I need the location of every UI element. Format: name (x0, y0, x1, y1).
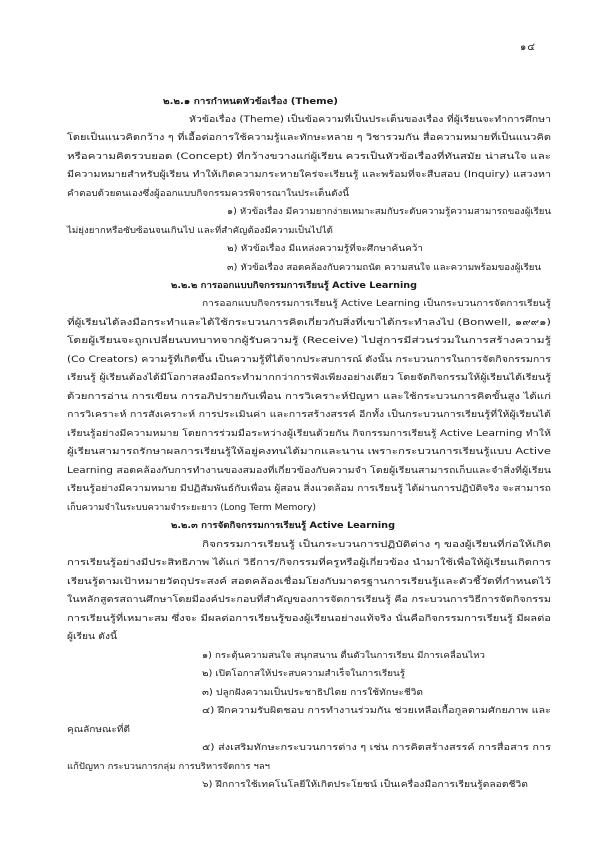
text-line: ๑) หัวข้อเรื่อง มีความยากง่ายเหมาะสมกับระดับความรู้ความสามารถของผู้เรียน (227, 207, 551, 217)
text-line: ๒) หัวข้อเรื่อง มีแหล่งความรู้ที่จะศึกษาค้นคว้า (227, 244, 423, 254)
text-line: ผู้เรียนสามารถรักษาผลการเรียนรู้ให้อยู่คงทนได้มากและนาน เพราะกระบวนการเรียนรู้แบบ Active (67, 447, 551, 457)
text-line: แก้ปัญหา กระบวนการกลุ่ม การบริหารจัดการ ฯลฯ (67, 762, 270, 772)
text-line: ๓) หัวข้อเรื่อง สอดคล้องกับความถนัด ความสนใจ และความพร้อมของผู้เรียน (227, 263, 541, 273)
text-line: โดยเป็นแนวคิดกว้าง ๆ ที่เอื้อต่อการใช้ความรู้และทักษะหลาย ๆ วิชารวมกัน สื่อความหมายที่เป็นแนวคิด (67, 133, 551, 143)
text-line: ๑) กระตุ้นความสนใจ สนุกสนาน ตื่นตัวในการเรียน มีการเคลื่อนไหว (202, 651, 485, 661)
text-line: ๓) ปลูกฝังความเป็นประชาธิปไตย การใช้ทักษะชีวิต (202, 688, 423, 698)
text-line: การออกแบบกิจกรรมการเรียนรู้ Active Learning เป็นกระบวนการจัดการเรียนรู้ (202, 299, 551, 309)
text-line: หรือความคิดรวบยอด (Concept) ที่กว้างขวางแก่ผู้เรียน ควรเป็นหัวข้อเรื่องที่ทันสมัย น่าสนใจ และ (67, 152, 551, 162)
text-line: เรียนรู้ตามเป้าหมายวัตถุประสงค์ สอดคล้องเชื่อมโยงกับมาตรฐานการเรียนรู้และตัวชี้วัดที่กำหนดไว้ (67, 577, 551, 587)
section-heading: ๒.๒.๒ การออกแบบกิจกรรมการเรียนรู้ Active Learning (171, 281, 417, 291)
text-line: คำตอบด้วยตนเองซึ่งผู้ออกแบบกิจกรรมควรพิจารณาในประเด็นดังนี้ (67, 189, 349, 199)
text-line: เรียนรู้ ผู้เรียนต้องได้มีโอกาสลงมือกระทำมากกว่าการฟังเพียงอย่างเดียว โดยจัดกิจกรรมให้ผู้เรียนได้เรียนรู้ (67, 373, 551, 383)
text-line: ผู้เรียน ดังนี้ (67, 632, 117, 642)
text-line: Learning สอดคล้องกับการทำงานของสมองที่เกี่ยวข้องกับความจำ โดยผู้เรียนสามารถเก็บและจำสิ่งที่ผู้เรียน (67, 466, 551, 476)
text-line: ไม่ยุ่งยากหรือซับซ้อนจนเกินไป และที่สำคัญต้องมีความเป็นไปได้ (67, 226, 333, 236)
text-line: กิจกรรมการเรียนรู้ เป็นกระบวนการปฏิบัติต่าง ๆ ของผู้เรียนที่ก่อให้เกิด (202, 540, 551, 550)
text-line: ในหลักสูตรสถานศึกษาโดยมีองค์ประกอบที่สำคัญของการจัดการเรียนรู้ คือ กระบวนการวิธีการจัดกิจกรรม (67, 595, 551, 605)
text-line: ๖) ฝึกการใช้เทคโนโลยีให้เกิดประโยชน์ เป็นเครื่องมือการเรียนรู้ตลอดชีวิต (202, 780, 528, 790)
text-line: หัวข้อเรื่อง (Theme) เป็นข้อความที่เป็นประเด็นของเรื่อง ที่ผู้เรียนจะทำการศึกษา (189, 115, 551, 125)
text-line: คุณลักษณะที่ดี (67, 725, 130, 735)
text-line: เรียนรู้อย่างมีความหมาย โดยการร่วมมือระหว่างผู้เรียนด้วยกัน กิจกรรมการเรียนรู้ Active Learning ทำให้ (67, 429, 551, 439)
text-line: เก็บความจำในระบบความจำระยะยาว (Long Term Memory) (67, 503, 316, 513)
text-line: ๒) เปิดโอกาสให้ประสบความสำเร็จในการเรียนรู้ (202, 669, 405, 679)
text-line: ๔) ฝึกความรับผิดชอบ การทำงานร่วมกัน ช่วยเหลือเกื้อกูลตามศักยภาพ และ (202, 706, 551, 716)
text-line: ด้วยการอ่าน การเขียน การอภิปรายกับเพื่อน การวิเคราะห์ปัญหา และใช้กระบวนการคิดขั้นสูง ได้แก่ (67, 392, 551, 402)
text-line: (Co Creators) ความรู้ที่เกิดขึ้น เป็นความรู้ที่ได้จากประสบการณ์ ดังนั้น กระบวนการในการจัดกิจกรรมการ (67, 355, 551, 365)
text-line: มีความหมายสำหรับผู้เรียน ทำให้เกิดความกระหายใคร่จะเรียนรู้ และพร้อมที่จะสืบสอบ (Inquiry) แสวงหา (67, 170, 551, 180)
text-line: การเรียนรู้ที่เหมาะสม ซึ่งจะ มีผลต่อการเรียนรู้ของผู้เรียนอย่างแท้จริง นั่นคือกิจกรรมการเรียนรู้ มีผลต่อ (67, 614, 551, 624)
text-line: เรียนรู้อย่างมีความหมาย มีปฏิสัมพันธ์กับเพื่อน ผู้สอน สิ่งแวดล้อม การเรียนรู้ ได้ผ่านการปฏิบัติจริง จะสามารถ (67, 484, 551, 494)
page-number: ๑๔ (520, 42, 536, 53)
text-line: การวิเคราะห์ การสังเคราะห์ การประเมินค่า และการสร้างสรรค์ อีกทั้ง เป็นกระบวนการเรียนรู้ที่ให้ผู้เรียนได้ (67, 410, 551, 420)
section-heading: ๒.๒.๑ การกำหนดหัวข้อเรื่อง (Theme) (163, 97, 338, 107)
text-line: การเรียนรู้อย่างมีประสิทธิภาพ ได้แก่ วิธีการ/กิจกรรมที่ครูหรือผู้เกี่ยวข้อง นำมาใช้เพื่อให้ผู้เรียนเกิดการ (67, 558, 551, 568)
text-line: ๕) ส่งเสริมทักษะกระบวนการต่าง ๆ เช่น การคิดสร้างสรรค์ การสื่อสาร การ (202, 743, 551, 753)
text-line: ที่ผู้เรียนได้ลงมือกระทำและได้ใช้กระบวนการคิดเกี่ยวกับสิ่งที่เขาได้กระทำลงไป (Bonwell, ๑๙๙๑) (67, 318, 551, 328)
section-heading: ๒.๒.๓ การจัดกิจกรรมการเรียนรู้ Active Learning (171, 521, 395, 531)
text-line: โดยผู้เรียนจะถูกเปลี่ยนบทบาทจากผู้รับความรู้ (Receive) ไปสู่การมีส่วนร่วมในการสร้างความรู้ (67, 336, 551, 346)
